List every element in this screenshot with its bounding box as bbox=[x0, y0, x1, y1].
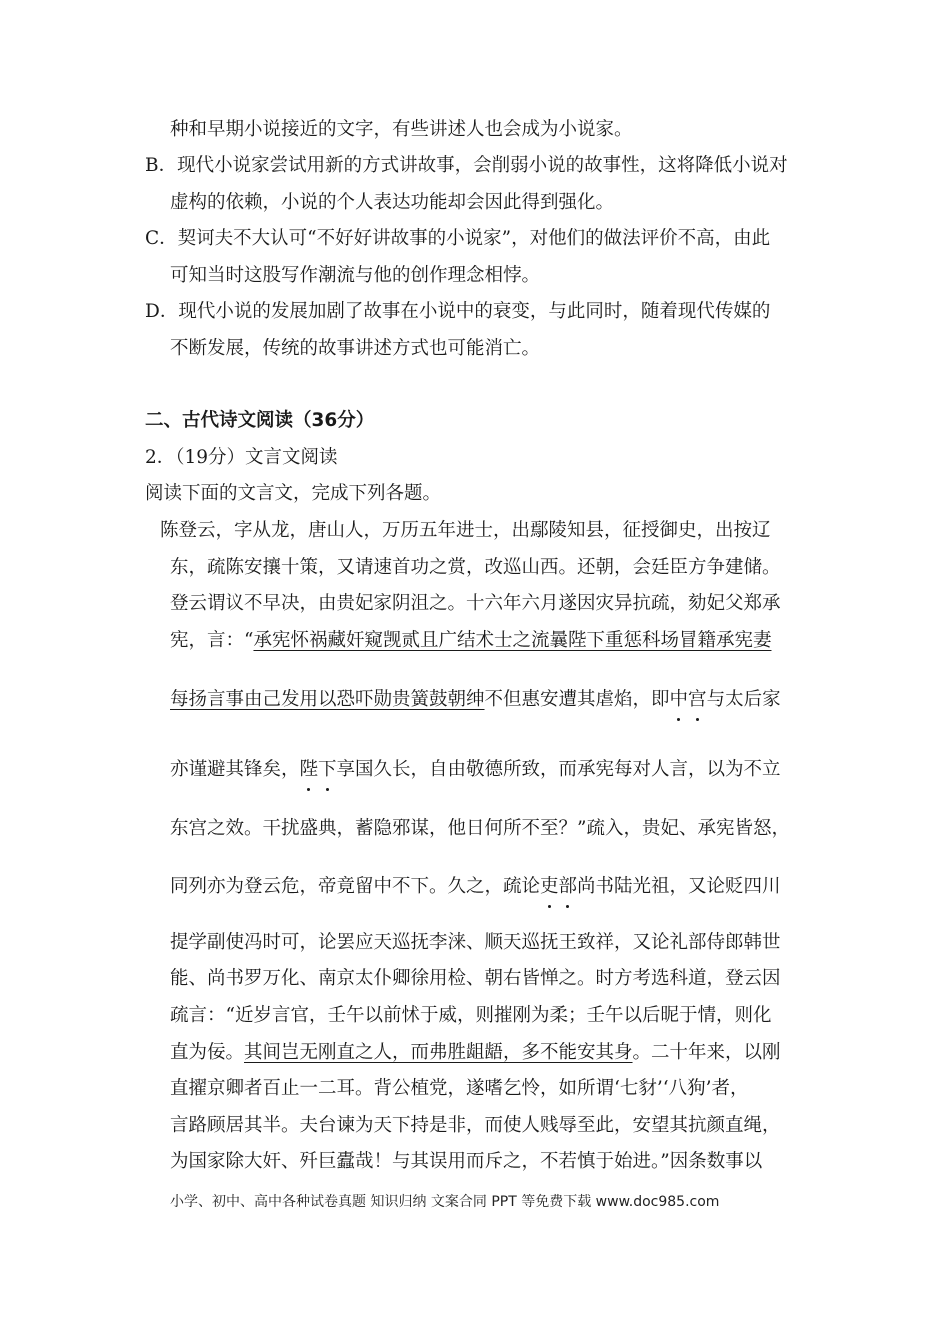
dotted-char: 中 bbox=[670, 687, 689, 713]
option-c-line-1: C．契诃夫不大认可“不好好讲故事的小说家”，对他们的做法评价不高，由此 bbox=[145, 228, 771, 249]
passage-text: 。二十年来，以刚 bbox=[632, 1042, 781, 1063]
option-b-line-1: B．现代小说家尝试用新的方式讲故事，会削弱小说的故事性，这将降低小说对 bbox=[145, 155, 788, 176]
passage-text: 直为佞。 bbox=[170, 1042, 245, 1063]
underlined-sentence: 承宪怀祸藏奸窥觊贰且广结术士之流曩陛下重惩科场冒籍承宪妻 bbox=[253, 630, 772, 651]
option-c-line-2: 可知当时这股写作潮流与他的创作理念相悖。 bbox=[170, 265, 541, 286]
passage-line-10: 能、尚书罗万化、南京太仆卿徐用检、朝右皆惮之。时方考选科道，登云因 bbox=[170, 968, 781, 989]
passage-line-15: 为国家除大奸、歼巨蠹哉！与其误用而斥之，不若慎于始进。”因条数事以 bbox=[170, 1151, 763, 1172]
passage-line-12 bbox=[170, 1040, 781, 1066]
option-d-line-2: 不断发展，传统的故事讲述方式也可能消亡。 bbox=[170, 338, 541, 359]
passage-line-11: 疏言：“近岁言官，壬午以前怵于威，则摧刚为柔；壬午以后昵于情，则化 bbox=[170, 1005, 772, 1026]
passage-text: 尚书陆光祖，又论贬四川 bbox=[577, 876, 781, 897]
dotted-char: 吏 bbox=[540, 874, 559, 900]
question-title: 2．（19分）文言文阅读 bbox=[145, 447, 338, 468]
underlined-sentence-cont: 每扬言事由己发用以恐吓勋贵簧鼓朝绅 bbox=[170, 689, 485, 710]
option-a-continued: 种和早期小说接近的文字，有些讲述人也会成为小说家。 bbox=[170, 119, 633, 140]
dotted-char: 陛 bbox=[300, 757, 319, 783]
dotted-char: 部 bbox=[559, 874, 578, 900]
passage-line-3: 登云谓议不早决，由贵妃家阴沮之。十六年六月遂因灾异抗疏，劾妃父郑承 bbox=[170, 593, 781, 614]
passage-text: 不但惠安遭其虐焰，即 bbox=[484, 689, 670, 710]
passage-line-1: 陈登云，字从龙，唐山人，万历五年进士，出鄢陵知县，征授御史，出按辽 bbox=[160, 520, 771, 541]
passage-line-5 bbox=[170, 687, 781, 713]
instruction: 阅读下面的文言文，完成下列各题。 bbox=[145, 483, 442, 504]
passage-line-14: 言路顾居其半。夫台谏为天下持是非，而使人贱辱至此，安望其抗颜直绳， bbox=[170, 1115, 781, 1136]
dotted-char: 下 bbox=[318, 757, 337, 783]
passage-text: 宪，言：“ bbox=[170, 630, 254, 651]
passage-text: 亦谨避其锋矣， bbox=[170, 759, 300, 780]
passage-text: 与太后家 bbox=[706, 689, 781, 710]
passage-text: 享国久长，自由敬德所致，而承宪每对人言，以为不立 bbox=[336, 759, 781, 780]
passage-text: 同列亦为登云危，帝竟留中不下。久之，疏论 bbox=[170, 876, 541, 897]
passage-line-8 bbox=[170, 874, 781, 900]
underlined-sentence-2: 其间岂无刚直之人，而弗胜龃龉，多不能安其身 bbox=[244, 1042, 633, 1063]
page-footer: 小学、初中、高中各种试卷真题 知识归纳 文案合同 PPT 等免费下载 www.doc985.com bbox=[170, 1194, 720, 1210]
dotted-char: 宫 bbox=[688, 687, 707, 713]
option-b-line-2: 虚构的依赖，小说的个人表达功能却会因此得到强化。 bbox=[170, 192, 615, 213]
passage-line-2: 东，疏陈安攘十策，又请速首功之赏，改巡山西。还朝，会廷臣方争建储。 bbox=[170, 557, 781, 578]
option-d-line-1: D．现代小说的发展加剧了故事在小说中的衰变，与此同时，随着现代传媒的 bbox=[145, 301, 771, 322]
section-title: 二、古代诗文阅读（36分） bbox=[145, 410, 375, 431]
passage-line-7: 东宫之效。干扰盛典，蓄隐邪谋，他日何所不至？”疏入，贵妃、承宪皆怒， bbox=[170, 818, 790, 839]
passage-line-4 bbox=[170, 628, 771, 654]
passage-line-9: 提学副使冯时可，论罢应天巡抚李涞、顺天巡抚王致祥，又论礼部侍郎韩世 bbox=[170, 932, 781, 953]
passage-line-6 bbox=[170, 757, 781, 783]
passage-line-13: 直擢京卿者百止一二耳。背公植党，遂嗜乞怜，如所谓‘七豺’‘八狗’者， bbox=[170, 1078, 749, 1099]
